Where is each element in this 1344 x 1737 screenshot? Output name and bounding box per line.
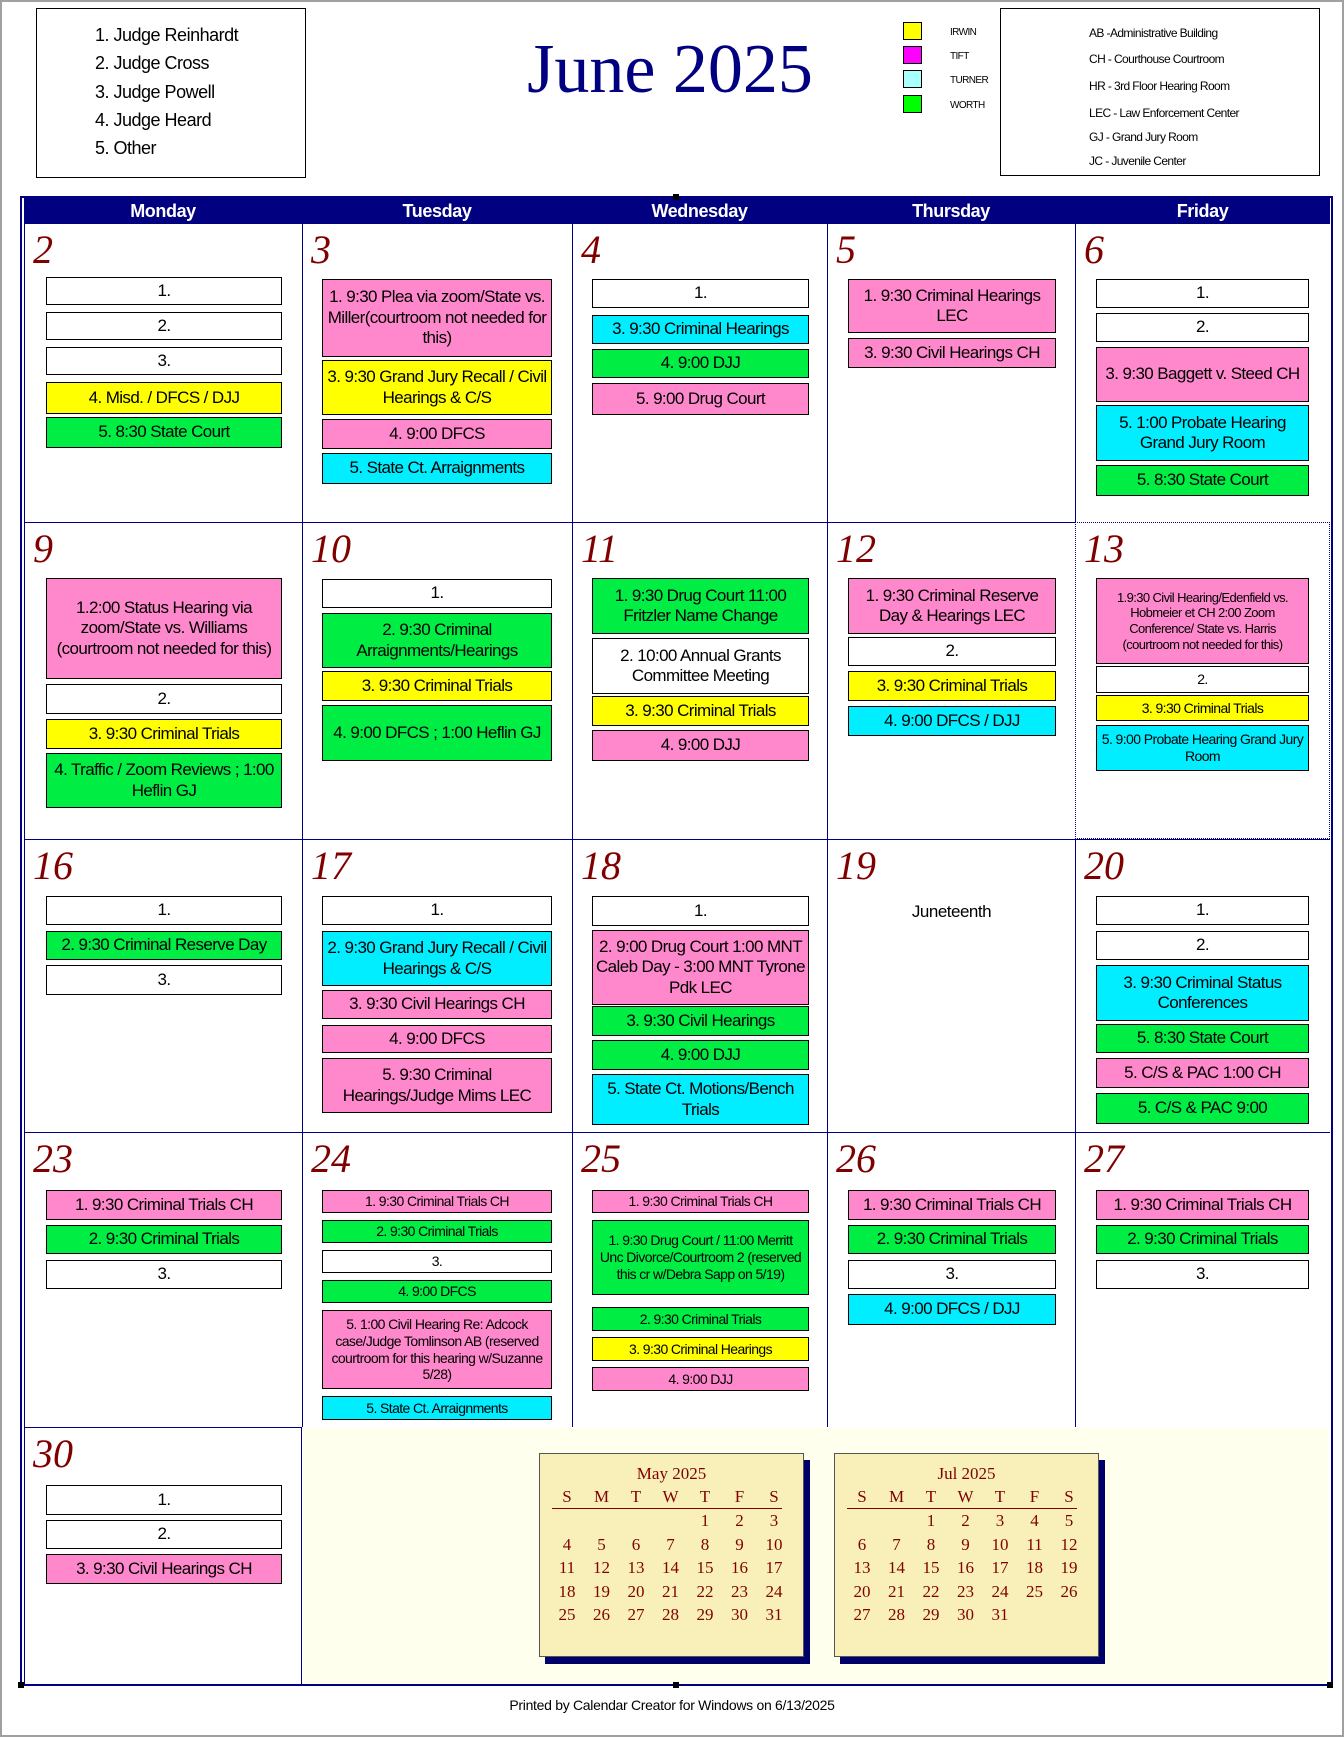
location-item: GJ - Grand Jury Room <box>1089 130 1198 144</box>
calendar-event[interactable]: 2. 9:30 Criminal Arraignments/Hearings <box>322 613 552 668</box>
calendar-event[interactable]: 2. 9:30 Criminal Trials <box>1096 1225 1309 1254</box>
calendar-event[interactable]: 3. 9:30 Baggett v. Steed CH <box>1096 347 1309 402</box>
mini-calendar-cell[interactable]: 15 <box>696 1558 714 1577</box>
calendar-event[interactable]: 5. C/S & PAC 9:00 <box>1096 1093 1309 1124</box>
location-item: LEC - Law Enforcement Center <box>1089 106 1239 120</box>
mini-calendar-cell[interactable]: 17 <box>991 1558 1009 1577</box>
calendar-event[interactable]: 3. 9:30 Criminal Trials <box>46 719 282 749</box>
mini-calendar-cell[interactable]: 21 <box>662 1581 679 1601</box>
judge-item: 2. Judge Cross <box>95 53 210 73</box>
mini-calendar-cell[interactable]: 28 <box>662 1605 679 1624</box>
weekday-thursday: Thursday <box>912 201 990 221</box>
mini-calendar-rule <box>552 1508 782 1509</box>
calendar-event[interactable]: 2. 9:30 Criminal Trials <box>848 1225 1056 1254</box>
location-item: AB -Administrative Building <box>1089 26 1218 40</box>
mini-calendar-week <box>847 1605 1077 1627</box>
legend-swatch <box>903 70 922 88</box>
judge-item: 4. Judge Heard <box>95 110 212 130</box>
calendar-event[interactable]: 3. 9:30 Grand Jury Recall / Civil Hearings & C/S <box>322 360 552 415</box>
selection-handle[interactable] <box>673 194 679 200</box>
mini-calendar-cell[interactable]: T <box>925 1487 937 1506</box>
day-number: 2 <box>33 227 53 272</box>
mini-calendar-cell[interactable]: 4 <box>562 1534 572 1554</box>
day-number: 10 <box>311 526 351 571</box>
mini-calendar-cell[interactable]: S <box>562 1487 572 1506</box>
mini-calendar-cell[interactable]: 2 <box>735 1511 744 1530</box>
day-cell[interactable] <box>827 223 1075 522</box>
calendar-event[interactable]: 2. 9:30 Grand Jury Recall / Civil Hearings & C/S <box>322 931 552 986</box>
mini-calendar-title: May 2025 <box>636 1464 707 1483</box>
mini-calendar-cell[interactable]: 13 <box>853 1558 871 1577</box>
calendar-event[interactable]: 2. <box>46 312 282 340</box>
mini-calendar-cell[interactable]: T <box>994 1487 1006 1506</box>
calendar-event[interactable]: 3. 9:30 Criminal Trials <box>322 671 552 701</box>
calendar-event[interactable]: 2. 10:00 Annual Grants Committee Meeting <box>592 638 809 694</box>
calendar-event[interactable]: 1. <box>1096 896 1309 925</box>
calendar-event[interactable]: 1. <box>322 579 552 608</box>
calendar-event[interactable]: 3. <box>46 965 282 995</box>
weekday-wednesday: Wednesday <box>651 201 748 221</box>
county-color-legend <box>903 22 1013 122</box>
calendar-event[interactable]: 3. <box>848 1260 1056 1289</box>
calendar-event[interactable]: 3. <box>322 1250 552 1273</box>
location-item: CH - Courthouse Courtroom <box>1089 52 1225 66</box>
day-number: 16 <box>33 843 73 888</box>
mini-calendar-week <box>552 1582 782 1604</box>
mini-calendar-cell[interactable]: 22 <box>922 1581 940 1601</box>
calendar-event[interactable]: 2. 9:30 Criminal Trials <box>322 1220 552 1243</box>
mini-calendar-title: Jul 2025 <box>937 1464 996 1483</box>
legend-swatch <box>903 22 922 40</box>
calendar-event[interactable]: 2. <box>1096 313 1309 342</box>
mini-calendar-cell[interactable]: S <box>1064 1487 1074 1506</box>
mini-calendar-cell[interactable]: 14 <box>888 1558 905 1577</box>
mini-calendar-cell[interactable]: 16 <box>731 1558 748 1577</box>
calendar-event[interactable]: 4. 9:00 DJJ <box>592 1367 809 1391</box>
mini-calendar-cell[interactable]: 16 <box>957 1558 974 1577</box>
judges-legend <box>36 8 306 178</box>
mini-calendar-cell[interactable]: 20 <box>627 1581 645 1601</box>
calendar-event[interactable]: 2. 9:00 Drug Court 1:00 MNT Caleb Day - 3:00 MNT Tyrone Pdk LEC <box>592 930 809 1005</box>
legend-swatch <box>903 46 922 64</box>
mini-calendar-cell[interactable]: 28 <box>888 1605 905 1624</box>
day-cell[interactable] <box>827 839 1075 1132</box>
mini-calendar-cell[interactable]: 6 <box>631 1534 641 1554</box>
day-number: 19 <box>836 843 876 888</box>
day-number: 17 <box>311 843 351 888</box>
day-number: 5 <box>836 227 856 272</box>
calendar-event[interactable]: 5. 8:30 State Court <box>1096 1024 1309 1053</box>
mini-calendar-cell[interactable]: 1 <box>926 1511 936 1530</box>
calendar-event[interactable]: 1. 9:30 Plea via zoom/State vs. Miller(courtroom not needed for this) <box>322 279 552 357</box>
legend-label: TIFT <box>950 51 969 62</box>
mini-calendar-rule <box>847 1508 1077 1509</box>
calendar-event[interactable]: 3. 9:30 Criminal Trials <box>1096 695 1309 721</box>
judge-item: 1. Judge Reinhardt <box>95 25 239 45</box>
mini-calendar-cell[interactable]: 18 <box>1026 1558 1043 1577</box>
calendar-event[interactable]: 4. 9:00 DFCS / DJJ <box>848 1294 1056 1325</box>
calendar-event[interactable]: 4. 9:00 DFCS ; 1:00 Heflin GJ <box>322 705 552 761</box>
judge-item: 3. Judge Powell <box>95 82 215 102</box>
calendar-event[interactable]: 2. <box>848 637 1056 666</box>
mini-calendar-cell[interactable]: 2 <box>961 1511 970 1530</box>
weekday-tuesday: Tuesday <box>402 201 472 221</box>
mini-calendar-cell[interactable]: M <box>593 1487 610 1506</box>
mini-calendar-cell[interactable]: S <box>769 1487 779 1506</box>
calendar-event[interactable]: 5. State Ct. Arraignments <box>322 1396 552 1420</box>
day-number: 9 <box>33 526 53 571</box>
day-number: 30 <box>33 1431 73 1476</box>
mini-calendar-cell[interactable]: 11 <box>558 1558 576 1577</box>
day-number: 3 <box>311 227 331 272</box>
calendar-event[interactable]: 1. <box>46 896 282 925</box>
weekday-monday: Monday <box>130 201 196 221</box>
calendar-event[interactable]: 4. Misd. / DFCS / DJJ <box>46 382 282 414</box>
mini-calendar-weekdays <box>552 1487 782 1509</box>
mini-calendar-cell[interactable]: 8 <box>926 1534 936 1554</box>
legend-label: IRWIN <box>950 27 977 38</box>
calendar-event[interactable]: 4. 9:00 DJJ <box>592 349 809 378</box>
mini-calendar-cell[interactable]: 22 <box>696 1581 714 1601</box>
day-number: 20 <box>1084 843 1124 888</box>
mini-calendar-cell[interactable]: 24 <box>765 1581 783 1601</box>
calendar-event[interactable]: 3. 9:30 Civil Hearings <box>592 1006 809 1036</box>
calendar-event[interactable]: 1. 9:30 Drug Court 11:00 Fritzler Name Change <box>592 578 809 634</box>
calendar-event[interactable]: 3. 9:30 Civil Hearings CH <box>848 338 1056 368</box>
mini-calendar-cell[interactable]: 14 <box>662 1558 679 1577</box>
calendar-event[interactable]: 3. 9:30 Criminal Trials <box>848 671 1056 701</box>
legend-label: TURNER <box>950 75 989 86</box>
calendar-event[interactable]: 4. Traffic / Zoom Reviews ; 1:00 Heflin GJ <box>46 753 282 808</box>
calendar-event[interactable]: 1. 9:30 Criminal Hearings LEC <box>848 279 1056 333</box>
mini-calendar-cell[interactable]: F <box>734 1487 745 1506</box>
page-title: June 2025 <box>527 31 813 108</box>
calendar-event[interactable]: 1. <box>592 896 809 926</box>
mini-calendar-cell[interactable]: 11 <box>1026 1534 1043 1554</box>
mini-calendar-week <box>552 1511 782 1533</box>
calendar-event[interactable]: 2. <box>46 1520 282 1549</box>
mini-calendar-cell[interactable]: T <box>630 1487 642 1506</box>
calendar-event[interactable]: 5. C/S & PAC 1:00 CH <box>1096 1058 1309 1088</box>
calendar-event[interactable]: 1.9:30 Civil Hearing/Edenfield vs. Hobmeier et CH 2:00 Zoom Conference/ State vs. Harris (courtroom not needed for this) <box>1096 578 1309 664</box>
mini-calendar-area <box>303 1428 1328 1684</box>
mini-calendar-cell[interactable]: W <box>662 1487 679 1506</box>
selection-handle[interactable] <box>1327 1682 1333 1688</box>
calendar-event[interactable]: 4. 9:00 DFCS <box>322 1025 552 1053</box>
location-legend <box>1000 8 1320 176</box>
day-number: 24 <box>311 1136 351 1181</box>
day-number: 6 <box>1084 227 1104 272</box>
mini-calendar-week <box>552 1535 782 1557</box>
calendar-event[interactable]: 1. <box>46 277 282 305</box>
mini-calendar-cell[interactable]: 5 <box>1064 1511 1074 1530</box>
mini-calendar-cell[interactable]: F <box>1029 1487 1040 1506</box>
day-number: 13 <box>1084 526 1124 571</box>
calendar-event[interactable]: 4. 9:00 DJJ <box>592 730 809 761</box>
mini-calendar-cell[interactable]: S <box>857 1487 867 1506</box>
calendar-event[interactable]: 5. State Ct. Arraignments <box>322 453 552 484</box>
calendar-event[interactable]: 2. 9:30 Criminal Trials <box>592 1307 809 1331</box>
calendar-event[interactable]: 3. 9:30 Civil Hearings CH <box>322 990 552 1019</box>
calendar-event[interactable]: 4. 9:00 DFCS / DJJ <box>848 706 1056 736</box>
calendar-event[interactable]: 2. 9:30 Criminal Reserve Day <box>46 931 282 960</box>
mini-calendar-cell[interactable]: 29 <box>696 1605 714 1624</box>
calendar-event[interactable]: 5. 1:00 Civil Hearing Re: Adcock case/Judge Tomlinson AB (reserved courtroom for this hearing w/Suzanne 5/28) <box>322 1310 552 1389</box>
mini-calendar-cell[interactable]: 15 <box>922 1558 940 1577</box>
mini-calendar-cell[interactable]: 6 <box>857 1534 867 1554</box>
calendar-event[interactable]: 3. 9:30 Criminal Hearings <box>592 315 809 344</box>
mini-calendar-cell[interactable]: T <box>699 1487 711 1506</box>
calendar-event[interactable]: 1. 9:30 Criminal Reserve Day & Hearings LEC <box>848 578 1056 634</box>
legend-item-irwin <box>903 22 1013 42</box>
mini-calendar-cell[interactable]: 19 <box>593 1581 610 1601</box>
mini-calendar-cell[interactable]: 10 <box>991 1534 1009 1554</box>
calendar-event[interactable]: 1. 9:30 Criminal Trials CH <box>848 1190 1056 1220</box>
mini-calendar-cell[interactable]: 30 <box>957 1605 974 1624</box>
mini-calendar-cell[interactable]: 17 <box>765 1558 783 1577</box>
location-item: JC - Juvenile Center <box>1089 154 1186 168</box>
calendar-event[interactable]: 5. State Ct. Motions/Bench Trials <box>592 1074 809 1125</box>
mini-calendar-cell[interactable]: 12 <box>593 1558 610 1577</box>
calendar-event[interactable]: 1. 9:30 Criminal Trials CH <box>46 1190 282 1220</box>
weekday-friday: Friday <box>1176 201 1229 221</box>
mini-calendar-cell[interactable]: 8 <box>700 1534 710 1554</box>
mini-calendar-week <box>552 1558 782 1580</box>
calendar-event[interactable]: 1. 9:30 Criminal Trials CH <box>322 1190 552 1213</box>
mini-calendar-cell[interactable]: 9 <box>961 1534 970 1554</box>
calendar-event[interactable]: 3. 9:30 Civil Hearings CH <box>46 1554 282 1584</box>
mini-calendar-cell[interactable]: 23 <box>957 1581 974 1601</box>
mini-calendar-cell[interactable]: 25 <box>1026 1581 1043 1601</box>
mini-calendar-cell[interactable]: 13 <box>627 1558 645 1577</box>
legend-swatch <box>903 95 922 113</box>
mini-calendar-cell[interactable]: 19 <box>1060 1558 1078 1577</box>
calendar-event[interactable]: 2. <box>1096 931 1309 960</box>
mini-calendar-cell[interactable]: M <box>888 1487 905 1506</box>
legend-item-worth <box>903 95 1013 115</box>
calendar-event[interactable]: 5. 8:30 State Court <box>1096 465 1309 496</box>
calendar-event[interactable]: 4. 9:00 DFCS <box>322 419 552 449</box>
day-number: 25 <box>581 1136 621 1181</box>
mini-calendar-cell[interactable]: 27 <box>627 1605 645 1624</box>
selection-handle[interactable] <box>673 1682 679 1688</box>
mini-calendar-may <box>539 1453 804 1657</box>
mini-calendar-cell[interactable]: 9 <box>735 1534 744 1554</box>
mini-calendar-cell[interactable]: W <box>957 1487 974 1506</box>
mini-calendar-cell[interactable]: 26 <box>593 1605 610 1624</box>
calendar-event[interactable]: 5. 1:00 Probate Hearing Grand Jury Room <box>1096 405 1309 461</box>
calendar-event[interactable]: 1. 9:30 Criminal Trials CH <box>592 1190 809 1213</box>
mini-calendar-cell[interactable]: 12 <box>1060 1534 1078 1554</box>
mini-calendar-cell[interactable]: 21 <box>888 1581 905 1601</box>
mini-calendar-cell[interactable]: 7 <box>666 1534 675 1554</box>
calendar-event[interactable]: 1.2:00 Status Hearing via zoom/State vs. Williams (courtroom not needed for this) <box>46 578 282 679</box>
calendar-event[interactable]: 1. <box>46 1485 282 1515</box>
mini-calendar-cell[interactable]: 23 <box>731 1581 748 1601</box>
mini-calendar-weekdays <box>847 1487 1077 1509</box>
mini-calendar-cell[interactable]: 5 <box>597 1534 606 1554</box>
day-number: 4 <box>581 227 601 272</box>
mini-calendar-week <box>847 1511 1077 1533</box>
holiday-label: Juneteenth <box>911 902 992 921</box>
mini-calendar-week <box>847 1582 1077 1604</box>
calendar-event[interactable]: 5. 9:30 Criminal Hearings/Judge Mims LEC <box>322 1058 552 1113</box>
mini-calendar-cell[interactable]: 31 <box>991 1605 1009 1624</box>
day-number: 23 <box>33 1136 73 1181</box>
calendar-event[interactable]: 5. 9:00 Drug Court <box>592 383 809 415</box>
mini-calendar-cell[interactable]: 25 <box>558 1605 576 1624</box>
calendar-event[interactable]: 2. <box>1096 666 1309 693</box>
mini-calendar-week <box>847 1535 1077 1557</box>
calendar-event[interactable]: 5. 9:00 Probate Hearing Grand Jury Room <box>1096 725 1309 771</box>
day-number: 27 <box>1084 1136 1124 1181</box>
calendar-event[interactable]: 3. 9:30 Criminal Trials <box>592 696 809 726</box>
calendar-event[interactable]: 1. 9:30 Drug Court / 11:00 Merritt Unc Divorce/Courtroom 2 (reserved this cr w/Debra Sapp on 5/19) <box>592 1220 809 1295</box>
calendar-event[interactable]: 1. 9:30 Criminal Trials CH <box>1096 1190 1309 1220</box>
print-footer: Printed by Calendar Creator for Windows on 6/13/2025 <box>509 1697 835 1713</box>
mini-calendar-cell[interactable]: 1 <box>700 1511 710 1530</box>
day-number: 12 <box>836 526 876 571</box>
selection-handle[interactable] <box>18 1682 24 1688</box>
legend-item-turner <box>903 70 1013 90</box>
calendar-event[interactable]: 3. <box>46 1260 282 1289</box>
calendar-event[interactable]: 1. <box>322 896 552 925</box>
mini-calendar-cell[interactable]: 4 <box>1030 1511 1039 1530</box>
mini-calendar-cell[interactable]: 27 <box>853 1605 871 1624</box>
mini-calendar-jul <box>834 1453 1099 1657</box>
judge-item: 5. Other <box>95 138 157 158</box>
mini-calendar-cell[interactable]: 30 <box>731 1605 748 1624</box>
day-number: 11 <box>581 526 619 571</box>
mini-calendar-week <box>847 1558 1077 1580</box>
calendar-event[interactable]: 3. <box>46 347 282 375</box>
weekday-header <box>24 198 1330 223</box>
mini-calendar-cell[interactable]: 3 <box>995 1511 1005 1530</box>
calendar-event[interactable]: 1. <box>592 279 809 308</box>
mini-calendar-cell[interactable]: 31 <box>765 1605 783 1624</box>
calendar-event[interactable]: 1. <box>1096 279 1309 308</box>
location-item: HR - 3rd Floor Hearing Room <box>1089 79 1230 93</box>
calendar-event[interactable]: 4. 9:00 DJJ <box>592 1040 809 1070</box>
mini-calendar-cell[interactable]: 3 <box>769 1511 779 1530</box>
mini-calendar-cell[interactable]: 18 <box>558 1581 576 1601</box>
legend-item-tift <box>903 46 1013 66</box>
day-number: 26 <box>836 1136 876 1181</box>
mini-calendar-cell[interactable]: 29 <box>922 1605 940 1624</box>
calendar-event[interactable]: 3. 9:30 Criminal Status Conferences <box>1096 965 1309 1021</box>
legend-label: WORTH <box>950 100 985 111</box>
day-number: 18 <box>581 843 621 888</box>
calendar-event[interactable]: 5. 8:30 State Court <box>46 417 282 448</box>
mini-calendar-cell[interactable]: 10 <box>765 1534 783 1554</box>
mini-calendar-cell[interactable]: 24 <box>991 1581 1009 1601</box>
mini-calendar-cell[interactable]: 26 <box>1060 1581 1078 1601</box>
calendar-event[interactable]: 2. 9:30 Criminal Trials <box>46 1225 282 1254</box>
calendar-event[interactable]: 3. <box>1096 1260 1309 1289</box>
mini-calendar-cell[interactable]: 7 <box>892 1534 901 1554</box>
mini-calendar-cell[interactable]: 20 <box>853 1581 871 1601</box>
mini-calendar-week <box>552 1605 782 1627</box>
calendar-event[interactable]: 3. 9:30 Criminal Hearings <box>592 1337 809 1361</box>
calendar-event[interactable]: 4. 9:00 DFCS <box>322 1280 552 1303</box>
calendar-event[interactable]: 2. <box>46 684 282 714</box>
